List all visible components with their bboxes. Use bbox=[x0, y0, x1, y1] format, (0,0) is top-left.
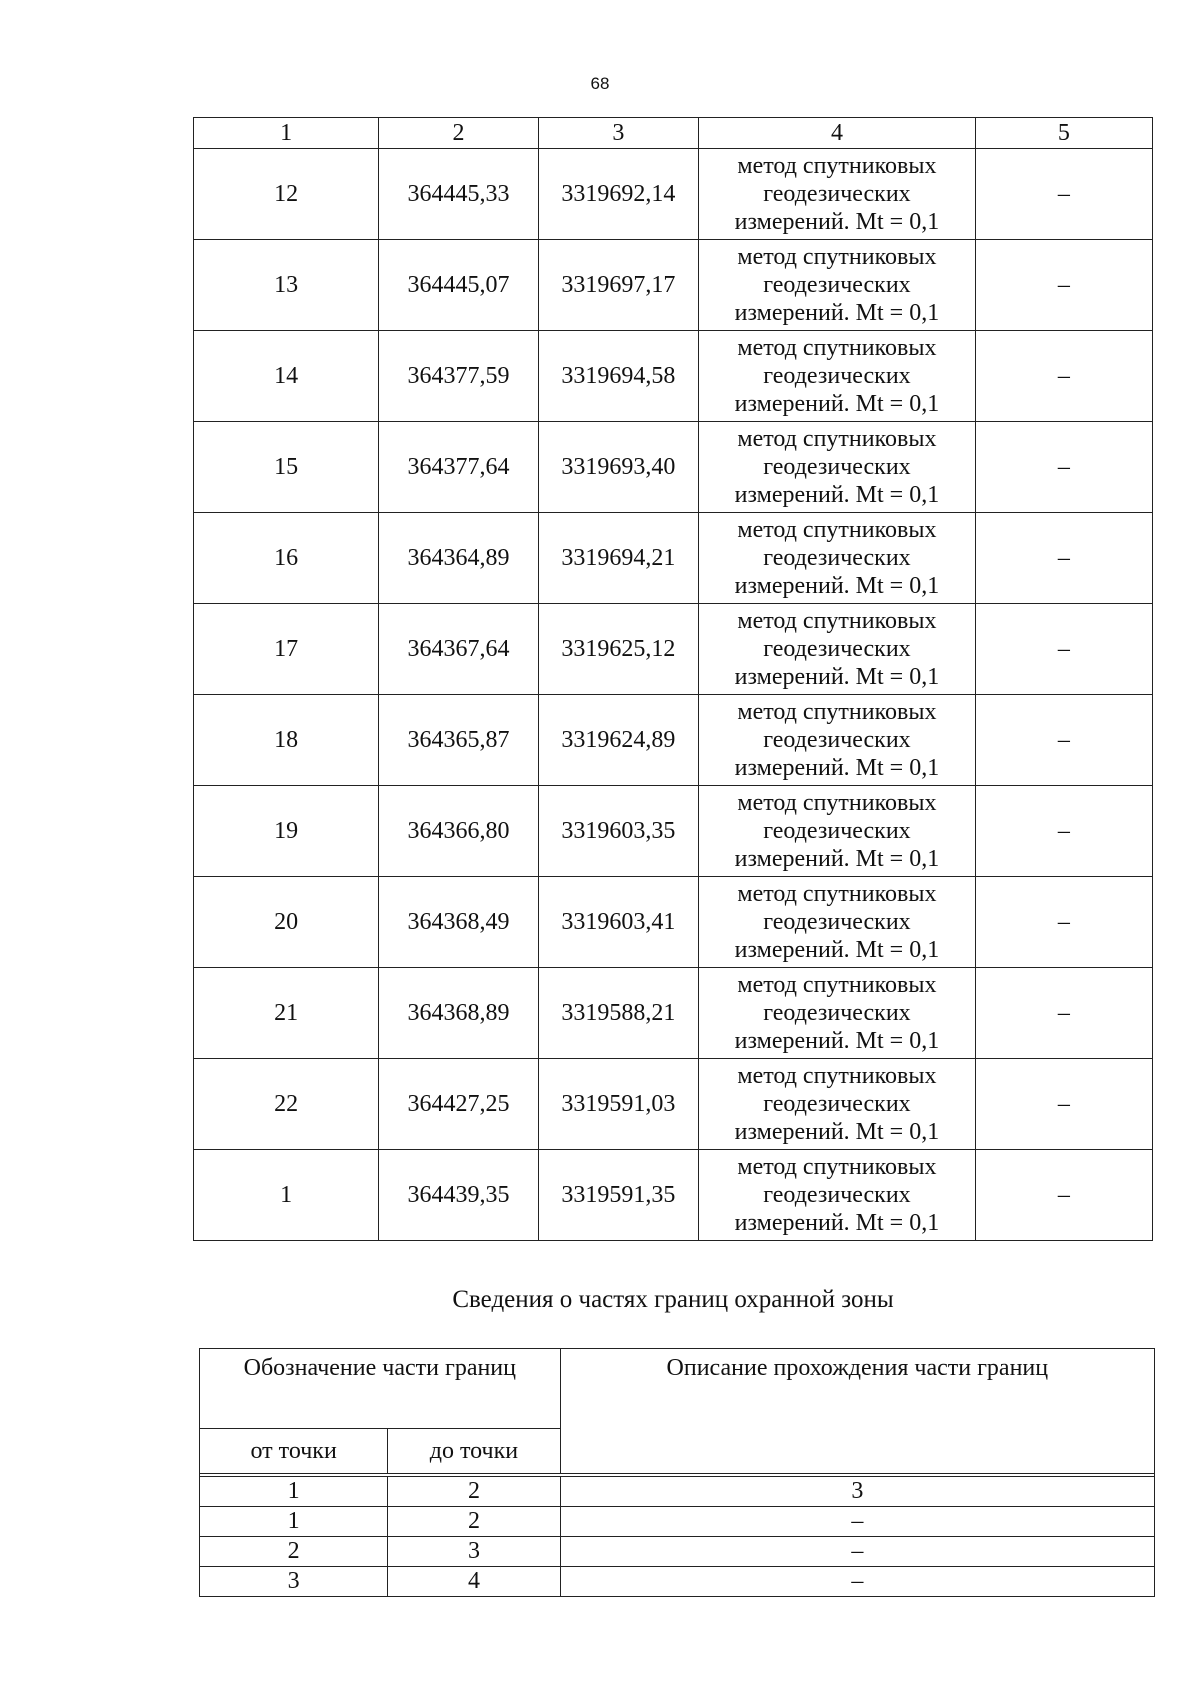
from-point-cell: 3 bbox=[200, 1567, 388, 1597]
point-number-cell: 22 bbox=[194, 1059, 379, 1150]
method-cell bbox=[699, 604, 976, 695]
to-point-cell: 4 bbox=[388, 1567, 560, 1597]
method-cell bbox=[699, 968, 976, 1059]
from-point-cell: 1 bbox=[200, 1507, 388, 1537]
method-line: измерений. Mt = 0,1 bbox=[734, 300, 940, 326]
from-point-cell: 2 bbox=[200, 1537, 388, 1567]
method-line: метод спутниковых bbox=[737, 517, 937, 543]
note-cell: – bbox=[975, 1059, 1152, 1150]
method-line: измерений. Mt = 0,1 bbox=[734, 1119, 940, 1145]
method-cell bbox=[699, 331, 976, 422]
index-row bbox=[200, 1477, 1155, 1507]
method-line: геодезических bbox=[763, 818, 911, 844]
note-cell: – bbox=[975, 422, 1152, 513]
method-line: геодезических bbox=[763, 181, 911, 207]
description-cell: – bbox=[560, 1537, 1154, 1567]
note-cell: – bbox=[975, 968, 1152, 1059]
method-line: измерений. Mt = 0,1 bbox=[734, 1028, 940, 1054]
note-cell: – bbox=[975, 786, 1152, 877]
x-coordinate-cell: 364368,89 bbox=[379, 968, 538, 1059]
method-cell bbox=[699, 422, 976, 513]
method-line: измерений. Mt = 0,1 bbox=[734, 209, 940, 235]
page-number: 68 bbox=[590, 74, 610, 93]
y-coordinate-cell: 3319625,12 bbox=[538, 604, 699, 695]
table-row bbox=[200, 1537, 1155, 1567]
method-line: измерений. Mt = 0,1 bbox=[734, 391, 940, 417]
note-cell: – bbox=[975, 695, 1152, 786]
to-point-header: до точки bbox=[388, 1429, 560, 1474]
column-header: 5 bbox=[975, 118, 1152, 149]
column-header: 3 bbox=[538, 118, 699, 149]
note-cell: – bbox=[975, 1150, 1152, 1241]
point-number-cell: 21 bbox=[194, 968, 379, 1059]
y-coordinate-cell: 3319694,58 bbox=[538, 331, 699, 422]
method-cell bbox=[699, 786, 976, 877]
note-cell: – bbox=[975, 331, 1152, 422]
table-row bbox=[194, 604, 1153, 695]
method-cell bbox=[699, 149, 976, 240]
to-point-cell: 2 bbox=[388, 1507, 560, 1537]
boundary-parts-table bbox=[199, 1348, 1155, 1597]
method-line: геодезических bbox=[763, 1182, 911, 1208]
method-line: геодезических bbox=[763, 727, 911, 753]
y-coordinate-cell: 3319591,03 bbox=[538, 1059, 699, 1150]
method-line: геодезических bbox=[763, 1091, 911, 1117]
method-line: метод спутниковых bbox=[737, 1154, 937, 1180]
method-cell bbox=[699, 1059, 976, 1150]
x-coordinate-cell: 364365,87 bbox=[379, 695, 538, 786]
table-row bbox=[194, 877, 1153, 968]
y-coordinate-cell: 3319603,35 bbox=[538, 786, 699, 877]
x-coordinate-cell: 364439,35 bbox=[379, 1150, 538, 1241]
point-number-cell: 17 bbox=[194, 604, 379, 695]
method-line: геодезических bbox=[763, 363, 911, 389]
table-row bbox=[194, 695, 1153, 786]
description-cell: – bbox=[560, 1507, 1154, 1537]
note-cell: – bbox=[975, 604, 1152, 695]
index-cell: 1 bbox=[200, 1477, 388, 1507]
method-line: метод спутниковых bbox=[737, 153, 937, 179]
y-coordinate-cell: 3319624,89 bbox=[538, 695, 699, 786]
table-row bbox=[200, 1507, 1155, 1537]
y-coordinate-cell: 3319591,35 bbox=[538, 1150, 699, 1241]
method-line: метод спутниковых bbox=[737, 426, 937, 452]
method-line: измерений. Mt = 0,1 bbox=[734, 755, 940, 781]
note-cell: – bbox=[975, 513, 1152, 604]
method-line: измерений. Mt = 0,1 bbox=[734, 664, 940, 690]
y-coordinate-cell: 3319693,40 bbox=[538, 422, 699, 513]
table-row bbox=[194, 1150, 1153, 1241]
method-cell bbox=[699, 695, 976, 786]
method-line: метод спутниковых bbox=[737, 881, 937, 907]
table-row bbox=[194, 786, 1153, 877]
x-coordinate-cell: 364366,80 bbox=[379, 786, 538, 877]
note-cell: – bbox=[975, 240, 1152, 331]
table-row bbox=[194, 240, 1153, 331]
index-cell: 3 bbox=[560, 1477, 1154, 1507]
description-header: Описание прохождения части границ bbox=[560, 1349, 1154, 1474]
x-coordinate-cell: 364377,59 bbox=[379, 331, 538, 422]
method-cell bbox=[699, 877, 976, 968]
method-line: метод спутниковых bbox=[737, 790, 937, 816]
method-line: геодезических bbox=[763, 454, 911, 480]
point-number-cell: 1 bbox=[194, 1150, 379, 1241]
point-number-cell: 12 bbox=[194, 149, 379, 240]
x-coordinate-cell: 364368,49 bbox=[379, 877, 538, 968]
point-number-cell: 13 bbox=[194, 240, 379, 331]
point-number-cell: 16 bbox=[194, 513, 379, 604]
note-cell: – bbox=[975, 149, 1152, 240]
column-header: 2 bbox=[379, 118, 538, 149]
table-row bbox=[194, 513, 1153, 604]
y-coordinate-cell: 3319603,41 bbox=[538, 877, 699, 968]
x-coordinate-cell: 364364,89 bbox=[379, 513, 538, 604]
method-line: измерений. Mt = 0,1 bbox=[734, 846, 940, 872]
method-line: измерений. Mt = 0,1 bbox=[734, 1210, 940, 1236]
method-line: геодезических bbox=[763, 545, 911, 571]
table-row bbox=[200, 1567, 1155, 1597]
method-line: метод спутниковых bbox=[737, 699, 937, 725]
point-number-cell: 18 bbox=[194, 695, 379, 786]
y-coordinate-cell: 3319694,21 bbox=[538, 513, 699, 604]
y-coordinate-cell: 3319697,17 bbox=[538, 240, 699, 331]
point-number-cell: 14 bbox=[194, 331, 379, 422]
x-coordinate-cell: 364445,07 bbox=[379, 240, 538, 331]
description-cell: – bbox=[560, 1567, 1154, 1597]
point-number-cell: 19 bbox=[194, 786, 379, 877]
x-coordinate-cell: 364427,25 bbox=[379, 1059, 538, 1150]
table-row bbox=[194, 1059, 1153, 1150]
coordinates-table bbox=[193, 117, 1153, 1241]
method-line: измерений. Mt = 0,1 bbox=[734, 482, 940, 508]
x-coordinate-cell: 364445,33 bbox=[379, 149, 538, 240]
method-line: измерений. Mt = 0,1 bbox=[734, 937, 940, 963]
y-coordinate-cell: 3319588,21 bbox=[538, 968, 699, 1059]
point-number-cell: 20 bbox=[194, 877, 379, 968]
method-cell bbox=[699, 513, 976, 604]
point-number-cell: 15 bbox=[194, 422, 379, 513]
x-coordinate-cell: 364367,64 bbox=[379, 604, 538, 695]
method-cell bbox=[699, 1150, 976, 1241]
method-line: геодезических bbox=[763, 1000, 911, 1026]
to-point-cell: 3 bbox=[388, 1537, 560, 1567]
method-line: измерений. Mt = 0,1 bbox=[734, 573, 940, 599]
note-cell: – bbox=[975, 877, 1152, 968]
designation-header: Обозначение части границ bbox=[200, 1349, 561, 1429]
method-line: метод спутниковых bbox=[737, 972, 937, 998]
method-line: метод спутниковых bbox=[737, 608, 937, 634]
method-line: геодезических bbox=[763, 272, 911, 298]
method-line: метод спутниковых bbox=[737, 244, 937, 270]
x-coordinate-cell: 364377,64 bbox=[379, 422, 538, 513]
from-point-header: от точки bbox=[200, 1429, 388, 1474]
method-line: метод спутниковых bbox=[737, 1063, 937, 1089]
table-header-row bbox=[194, 118, 1153, 149]
index-cell: 2 bbox=[388, 1477, 560, 1507]
table-row bbox=[194, 331, 1153, 422]
method-line: геодезических bbox=[763, 909, 911, 935]
method-line: геодезических bbox=[763, 636, 911, 662]
y-coordinate-cell: 3319692,14 bbox=[538, 149, 699, 240]
table-row bbox=[194, 968, 1153, 1059]
table-row bbox=[194, 422, 1153, 513]
table-row bbox=[194, 149, 1153, 240]
method-cell bbox=[699, 240, 976, 331]
section-title: Сведения о частях границ охранной зоны bbox=[452, 1286, 894, 1313]
column-header: 4 bbox=[699, 118, 976, 149]
column-header: 1 bbox=[194, 118, 379, 149]
method-line: метод спутниковых bbox=[737, 335, 937, 361]
